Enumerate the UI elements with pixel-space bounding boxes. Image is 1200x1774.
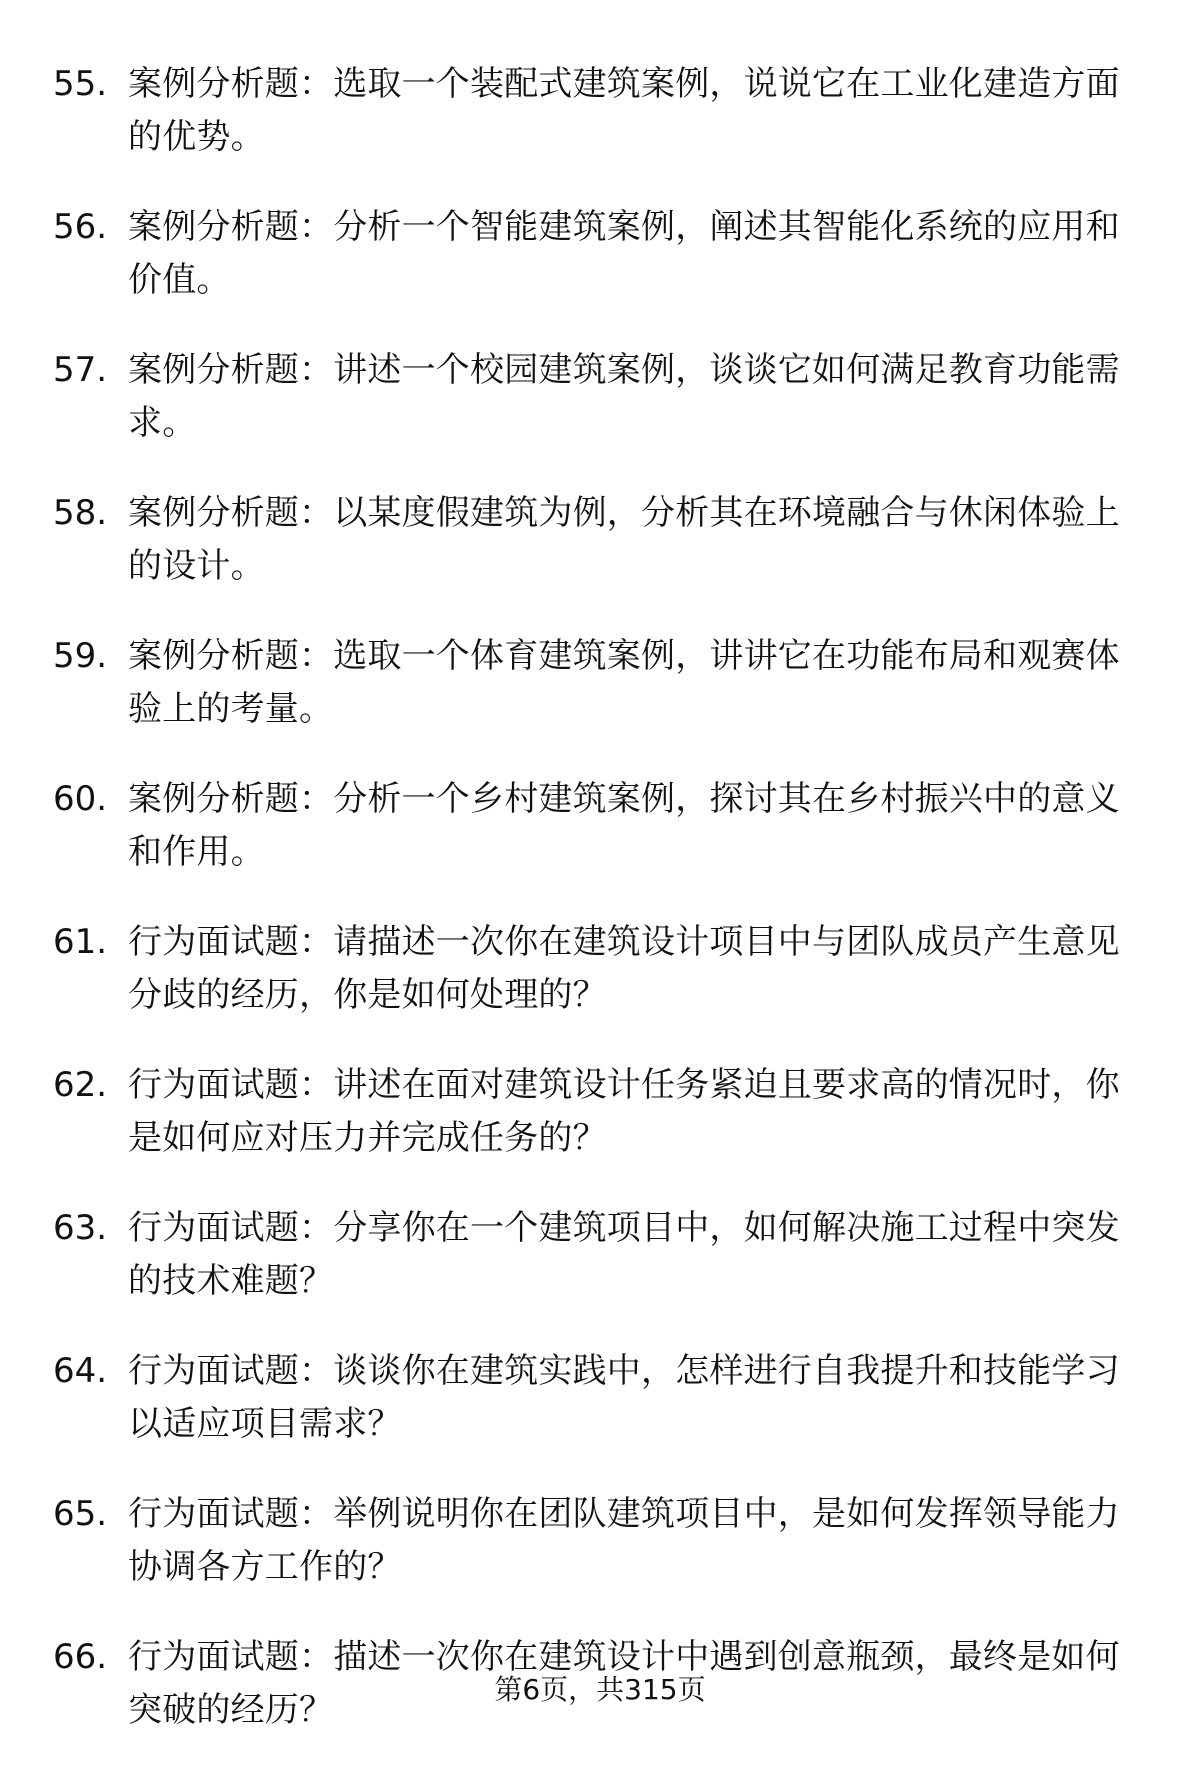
question-number: 57. — [53, 350, 108, 390]
question-item-63 — [53, 1202, 1143, 1308]
question-number: 63. — [53, 1208, 108, 1248]
question-item-62 — [53, 1059, 1143, 1165]
question-number: 66. — [53, 1637, 108, 1677]
question-text: 案例分析题：选取一个体育建筑案例，讲讲它在功能布局和观赛体验上的考量。 — [128, 636, 1120, 729]
page-number-footer: 第6页，共315页 — [494, 1673, 706, 1706]
question-item-55 — [53, 58, 1143, 164]
question-text: 案例分析题：讲述一个校园建筑案例，谈谈它如何满足教育功能需求。 — [128, 350, 1120, 443]
question-item-61 — [53, 916, 1143, 1022]
question-item-59 — [53, 630, 1143, 736]
question-text: 案例分析题：分析一个乡村建筑案例，探讨其在乡村振兴中的意义和作用。 — [128, 779, 1120, 872]
question-number: 60. — [53, 779, 108, 819]
question-text: 行为面试题：描述一次你在建筑设计中遇到创意瓶颈，最终是如何突破的经历？ — [128, 1637, 1120, 1730]
question-number: 65. — [53, 1494, 108, 1534]
question-number: 58. — [53, 493, 108, 533]
question-text: 行为面试题：举例说明你在团队建筑项目中，是如何发挥领导能力协调各方工作的？ — [128, 1494, 1120, 1587]
question-number: 56. — [53, 207, 108, 247]
question-item-57 — [53, 344, 1143, 450]
question-item-56 — [53, 201, 1143, 307]
question-item-64 — [53, 1345, 1143, 1451]
question-text: 行为面试题：讲述在面对建筑设计任务紧迫且要求高的情况时，你是如何应对压力并完成任务的？ — [128, 1065, 1120, 1158]
question-item-60 — [53, 773, 1143, 879]
question-number: 61. — [53, 922, 108, 962]
question-text: 案例分析题：分析一个智能建筑案例，阐述其智能化系统的应用和价值。 — [128, 207, 1120, 300]
question-text: 案例分析题：选取一个装配式建筑案例，说说它在工业化建造方面的优势。 — [128, 64, 1120, 157]
question-text: 行为面试题：分享你在一个建筑项目中，如何解决施工过程中突发的技术难题？ — [128, 1208, 1120, 1301]
question-number: 62. — [53, 1065, 108, 1105]
question-item-65 — [53, 1488, 1143, 1594]
question-list — [53, 58, 1143, 1774]
question-text: 行为面试题：请描述一次你在建筑设计项目中与团队成员产生意见分歧的经历，你是如何处理的？ — [128, 922, 1120, 1015]
question-item-58 — [53, 487, 1143, 593]
question-text: 行为面试题：谈谈你在建筑实践中，怎样进行自我提升和技能学习以适应项目需求？ — [128, 1351, 1120, 1444]
question-text: 案例分析题：以某度假建筑为例，分析其在环境融合与休闲体验上的设计。 — [128, 493, 1120, 586]
question-number: 59. — [53, 636, 108, 676]
question-number: 55. — [53, 64, 108, 104]
question-number: 64. — [53, 1351, 108, 1391]
